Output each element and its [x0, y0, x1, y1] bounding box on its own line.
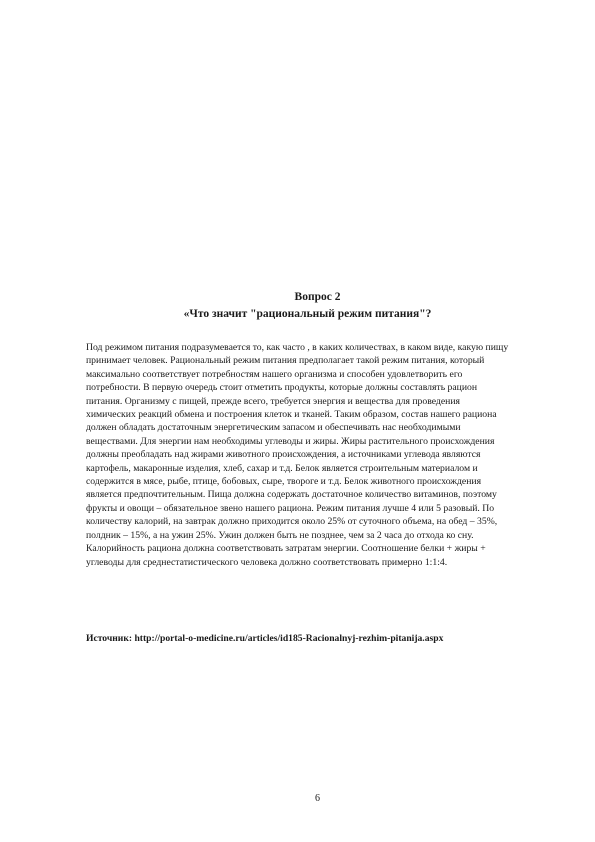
- question-title: «Что значит "рациональный режим питания"?: [183, 308, 432, 320]
- body-paragraph: Под режимом питания подразумевается то, как часто , в каких количествах, в каком виде, какую пищу принимает человек. Рациональный режим питания предполагает такой режим питания, который максимально соответствует потребностям нашего организма и способен удовлетворить его потребности. В первую очередь стоит отметить продукты, которые должны составлять рацион питания. Организму с пищей, прежде всего, требуется энергия и вещества для проведения химических реакций обмена и построения клеток и тканей. Таким образом, состав нашего рациона должен обладать достаточным энергетическим запасом и обеспечивать нас необходимыми веществами. Для энергии нам необходимы углеводы и жиры. Жиры растительного происхождения должны преобладать над жирами животного происхождения, а источниками углевода являются картофель, макаронные изделия, хлеб, сахар и т.д. Белок является строительным материалом и содержится в мясе, рыбе, птице, бобовых, сыре, твороге и т.д. Белок животного происхождения является предпочтительным. Пища должна содержать достаточное количество витаминов, поэтому фрукты и овощи – обязательное звено нашего рациона. Режим питания лучше 4 или 5 разовый. По количеству калорий, на завтрак должно приходится около 25% от суточного объема, на обед – 35%, полдник – 15%, а на ужин 25%. Ужин должен быть не позднее, чем за 2 часа до отхода ко сну. Калорийность рациона должна соответствовать затратам энергии. Соотношение белки + жиры + углеводы для среднестатистического человека должно соответствовать примерно 1:1:4.: [86, 342, 509, 568]
- question-heading: Вопрос 2: [294, 291, 341, 303]
- title-block: [0, 289, 595, 323]
- source-citation: Источник: http://portal-o-medicine.ru/articles/id185-Racionalnyj-rezhim-pitanija.aspx: [86, 633, 444, 644]
- page-number: 6: [315, 793, 320, 804]
